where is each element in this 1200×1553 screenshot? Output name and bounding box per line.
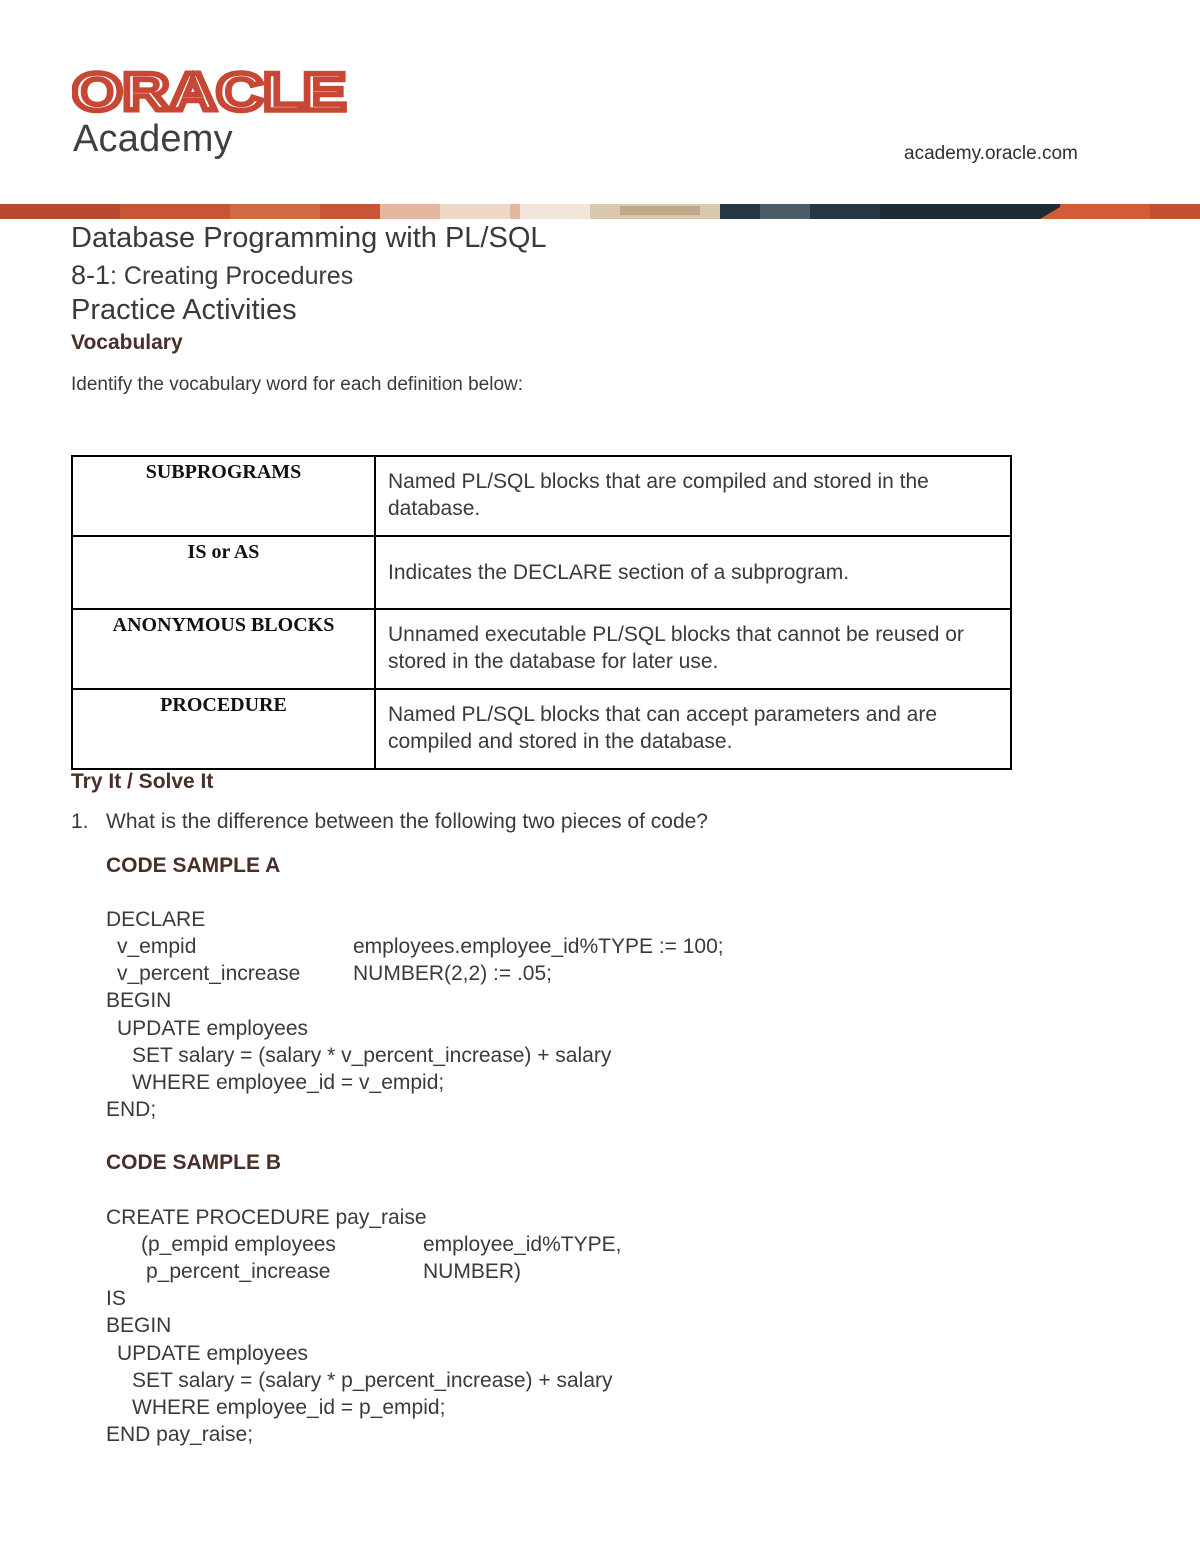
definition-cell: Named PL/SQL blocks that can accept parameters and are compiled and stored in the database.	[375, 689, 1011, 769]
code-line: NUMBER)	[423, 1260, 521, 1283]
term-cell: IS or AS	[72, 536, 375, 609]
code-line: v_empid	[117, 935, 197, 958]
code-line: (p_empid employees	[141, 1233, 336, 1256]
code-line: BEGIN	[106, 989, 172, 1012]
code-line: p_percent_increase	[146, 1260, 331, 1283]
code-line: UPDATE employees	[117, 1017, 309, 1040]
table-row	[72, 536, 1011, 609]
oracle-logo	[72, 70, 348, 114]
vocabulary-table	[71, 455, 1012, 770]
lesson-number: 8-1	[71, 260, 111, 290]
section-title: Practice Activities	[71, 294, 297, 326]
definition-cell: Unnamed executable PL/SQL blocks that cannot be reused or stored in the database for later use.	[375, 609, 1011, 689]
question-number: 1.	[71, 810, 89, 833]
code-line: CREATE PROCEDURE pay_raise	[106, 1206, 427, 1229]
vocabulary-instructions: Identify the vocabulary word for each definition below:	[71, 374, 524, 395]
table-row	[72, 609, 1011, 689]
term-cell: SUBPROGRAMS	[72, 456, 375, 536]
code-line: IS	[106, 1287, 126, 1310]
code-line: END pay_raise;	[106, 1423, 254, 1446]
term-cell: PROCEDURE	[72, 689, 375, 769]
code-line: SET salary = (salary * p_percent_increase) + salary	[132, 1369, 613, 1392]
code-sample-a-title: CODE SAMPLE A	[106, 854, 281, 877]
code-line: UPDATE employees	[117, 1342, 309, 1365]
term-cell: ANONYMOUS BLOCKS	[72, 609, 375, 689]
vocabulary-heading: Vocabulary	[71, 331, 183, 354]
lesson-title: : Creating Procedures	[110, 262, 354, 290]
code-line: employee_id%TYPE,	[423, 1233, 622, 1256]
code-line: employees.employee_id%TYPE := 100;	[353, 935, 724, 958]
try-it-heading: Try It / Solve It	[71, 770, 214, 793]
site-url: academy.oracle.com	[904, 143, 1078, 164]
header-banner	[0, 204, 1200, 219]
code-line: NUMBER(2,2) := .05;	[353, 962, 552, 985]
code-line: WHERE employee_id = v_empid;	[132, 1071, 445, 1094]
logo-subtitle: Academy	[73, 118, 233, 160]
course-title: Database Programming with PL/SQL	[71, 222, 547, 254]
definition-cell: Indicates the DECLARE section of a subprogram.	[375, 536, 1011, 609]
table-row	[72, 456, 1011, 536]
code-line: BEGIN	[106, 1314, 172, 1337]
table-row	[72, 689, 1011, 769]
definition-cell: Named PL/SQL blocks that are compiled and stored in the database.	[375, 456, 1011, 536]
oracle-logo-text: ORACLE	[72, 70, 346, 114]
question-1	[71, 810, 708, 834]
code-line: SET salary = (salary * v_percent_increase) + salary	[132, 1044, 612, 1067]
lesson-heading	[71, 260, 353, 291]
code-line: WHERE employee_id = p_empid;	[132, 1396, 446, 1419]
code-line: END;	[106, 1098, 157, 1121]
code-sample-b-title: CODE SAMPLE B	[106, 1151, 282, 1174]
code-line: DECLARE	[106, 908, 206, 931]
code-line: v_percent_increase	[117, 962, 301, 985]
question-text: What is the difference between the following two pieces of code?	[106, 810, 708, 833]
